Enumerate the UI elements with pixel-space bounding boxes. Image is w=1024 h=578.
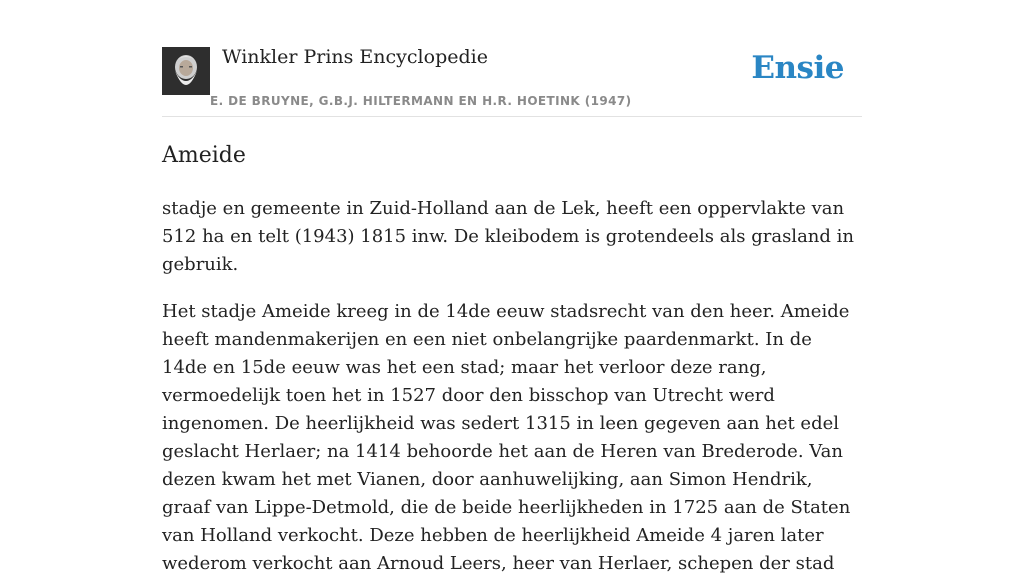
entry-paragraph: Het stadje Ameide kreeg in de 14de eeuw stadsrecht van den heer. Ameide heeft mandenmakerijen en een niet onbelangrijke paardenmarkt. In de 14de en 15de eeuw was het een stad; maar het verloor deze rang, vermoedelijk toen het in 1527 door den bisschop van Utrecht werd ingenomen. De heerlijkheid was sedert 1315 in leen gegeven aan het edel geslacht Herlaer; na 1414 behoorde het aan de Heren van Brederode. Van dezen kwam het met Vianen, door aanhuwelijking, aan Simon Hendrik, graaf van Lippe-Detmold, die de beide heerlijkheden in 1725 aan de Staten van Holland verkocht. Deze hebben de heerlijkheid Ameide 4 jaren later wederom verkocht aan Arnoud Leers, heer van Herlaer, schepen der stad bbox=[162, 301, 851, 574]
site-logo[interactable]: Ensie bbox=[751, 50, 844, 86]
entry-body bbox=[162, 195, 862, 578]
entry-paragraph: stadje en gemeente in Zuid-Holland aan de Lek, heeft een oppervlakte van 512 ha en telt (1943) 1815 inw. De kleibodem is grotendeels als grasland in gebruik. bbox=[162, 198, 854, 275]
entry bbox=[162, 141, 862, 578]
book-authors: E. DE BRUYNE, G.B.J. HILTERMANN EN H.R. HOETINK (1947) bbox=[210, 94, 632, 108]
bearded-man-portrait-icon bbox=[162, 47, 210, 95]
entry-title: Ameide bbox=[162, 143, 246, 168]
book-header bbox=[162, 0, 862, 117]
book-title[interactable]: Winkler Prins Encyclopedie bbox=[222, 46, 488, 68]
page bbox=[162, 0, 862, 574]
author-avatar[interactable] bbox=[162, 47, 210, 95]
